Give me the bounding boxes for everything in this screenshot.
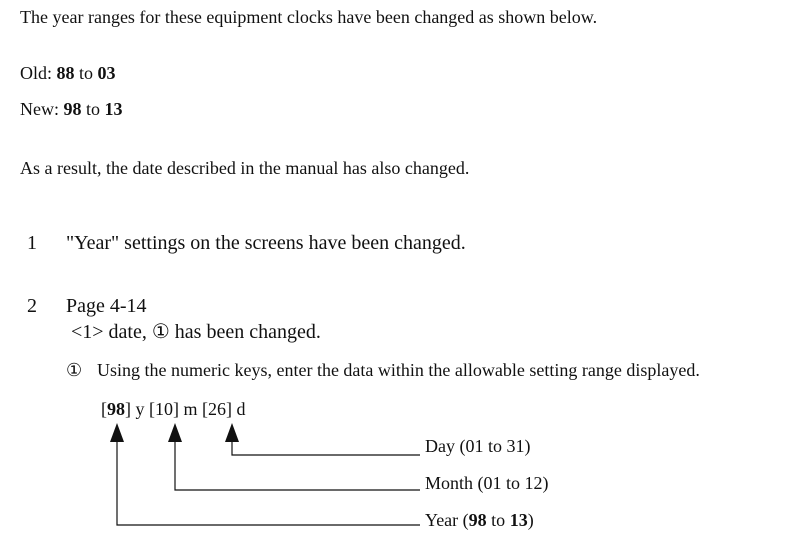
intro-text: The year ranges for these equipment clocks have been changed as shown below.	[20, 7, 598, 27]
item-1-text: "Year" settings on the screens have been changed.	[66, 232, 466, 254]
month-field: [10] m	[144, 399, 198, 419]
old-label: Old:	[20, 63, 53, 83]
step-marker: ①	[66, 360, 83, 380]
step-text: Using the numeric keys, enter the data within the allowable setting range displayed.	[97, 360, 700, 380]
result-text: As a result, the date described in the manual has also changed.	[20, 158, 470, 178]
new-sep: to	[86, 99, 101, 119]
new-label: New:	[20, 99, 59, 119]
year-close: ] y	[125, 399, 145, 419]
old-sep: to	[79, 63, 94, 83]
month-arrow-icon	[168, 423, 182, 442]
year-arrow-icon	[110, 423, 124, 442]
year-value: 98	[107, 399, 125, 419]
year-callout-from: 98	[468, 510, 487, 530]
old-to: 03	[97, 63, 116, 83]
item-2-text: Page 4-14	[66, 295, 147, 317]
day-callout-label: Day (01 to 31)	[425, 436, 531, 456]
new-from: 98	[63, 99, 82, 119]
day-callout-line	[232, 440, 420, 455]
item-2-subtext: <1> date, ① has been changed.	[71, 321, 321, 343]
month-callout-line	[175, 440, 420, 490]
year-callout-suffix: )	[527, 510, 534, 530]
day-arrow-icon	[225, 423, 239, 442]
month-callout-label: Month (01 to 12)	[425, 473, 549, 493]
item-1-number: 1	[27, 232, 37, 254]
year-callout-line	[117, 440, 420, 525]
new-to: 13	[104, 99, 123, 119]
old-from: 88	[56, 63, 75, 83]
item-2-number: 2	[27, 295, 37, 317]
year-callout-label	[425, 511, 534, 529]
year-callout-prefix: Year (	[425, 510, 469, 530]
year-open: [	[101, 399, 107, 419]
year-callout-mid: to	[486, 510, 510, 530]
day-field: [26] d	[197, 399, 246, 419]
year-callout-to: 13	[509, 510, 528, 530]
